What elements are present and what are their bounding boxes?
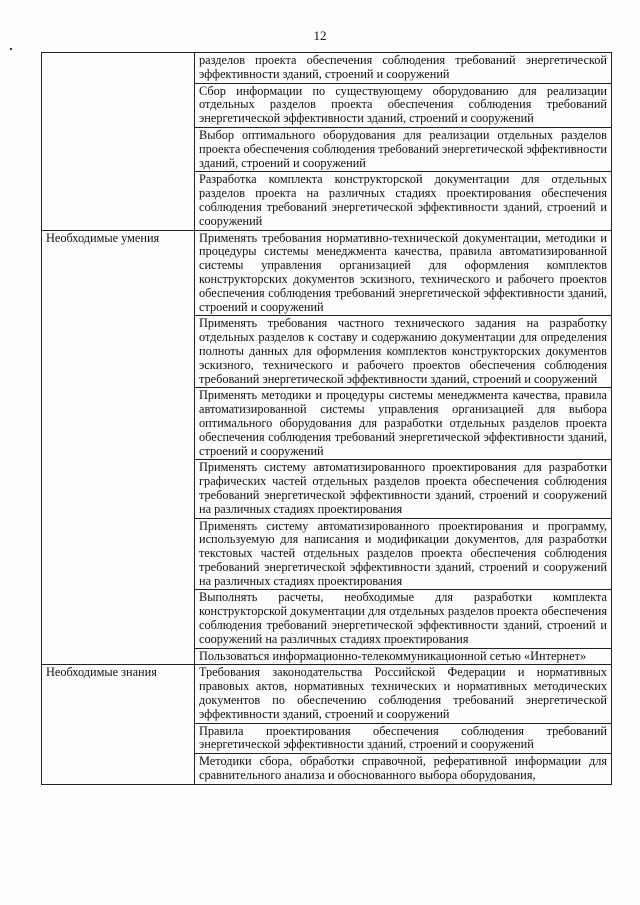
table-cell: Применять методики и процедуры системы менеджмента качества, правила автоматизированной системы управления организацией для выбора оптимального оборудования для разработки отдельных разделов проекта обеспечения соблюдения требований энергетической эффективности зданий, строений и сооружений [195,388,612,460]
table-cell: Применять систему автоматизированного проектирования для разработки графических частей отдельных разделов проекта обеспечения соблюдения требований энергетической эффективности зданий, строений и сооружений на различных стадиях проектирования [195,460,612,518]
table-cell: Пользоваться информационно-телекоммуникационной сетью «Интернет» [195,648,612,665]
row-label-knowledge: Необходимые знания [42,665,195,784]
row-label-continuation [42,53,195,231]
page-number: 12 [313,28,327,43]
table-cell: Сбор информации по существующему оборудованию для реализации отдельных разделов проекта обеспечения соблюдения требований энергетической эффективности зданий, строений и сооружений [195,83,612,127]
table-cell: разделов проекта обеспечения соблюдения требований энергетической эффективности зданий, строений и сооружений [195,53,612,84]
table-cell: Выполнять расчеты, необходимые для разработки комплекта конструкторской документации для отдельных разделов проекта обеспечения соблюдения требований энергетической эффективности зданий, строений и сооружений на различных стадиях проектирования [195,590,612,648]
scan-artifact [10,48,12,50]
table-cell: Применять требования нормативно-технической документации, методики и процедуры системы менеджмента качества, правила автоматизированной системы управления организацией для оформления комплектов конструкторских документов эскизного, технического и рабочего проектов обеспечения соблюдения требований энергетической эффективности зданий, строений и сооружений [195,230,612,316]
table-cell: Применять систему автоматизированного проектирования и программу, используемую для написания и модификации документов, для разработки текстовых частей отдельных разделов проекта обеспечения соблюдения требований энергетической эффективности зданий, строений и сооружений на различных стадиях проектирования [195,518,612,590]
table-row [42,665,612,723]
competency-table [41,52,612,785]
table-cell: Правила проектирования обеспечения соблюдения требований энергетической эффективности зданий, строений и сооружений [195,723,612,754]
table-cell: Требования законодательства Российской Федерации и нормативных правовых актов, нормативных технических и нормативных методических документов по обеспечению соблюдения требований энергетической эффективности зданий, строений и сооружений [195,665,612,723]
table-cell: Применять требования частного технического задания на разработку отдельных разделов к составу и содержанию документации для определения полноты данных для оформления комплектов конструкторских документов эскизного, технического и рабочего проектов обеспечения соблюдения требований энергетической эффективности зданий, строений и сооружений [195,316,612,388]
table-cell: Методики сбора, обработки справочной, реферативной информации для сравнительного анализа и обоснованного выбора оборудования, [195,754,612,785]
row-label-skills: Необходимые умения [42,230,195,665]
table-row [42,230,612,316]
table-cell: Выбор оптимального оборудования для реализации отдельных разделов проекта обеспечения соблюдения требований энергетической эффективности зданий, строений и сооружений [195,127,612,171]
table-row [42,53,612,84]
table-cell: Разработка комплекта конструкторской документации для отдельных разделов проекта на различных стадиях проектирования обеспечения соблюдения требований энергетической эффективности зданий, строений и сооружений [195,172,612,230]
